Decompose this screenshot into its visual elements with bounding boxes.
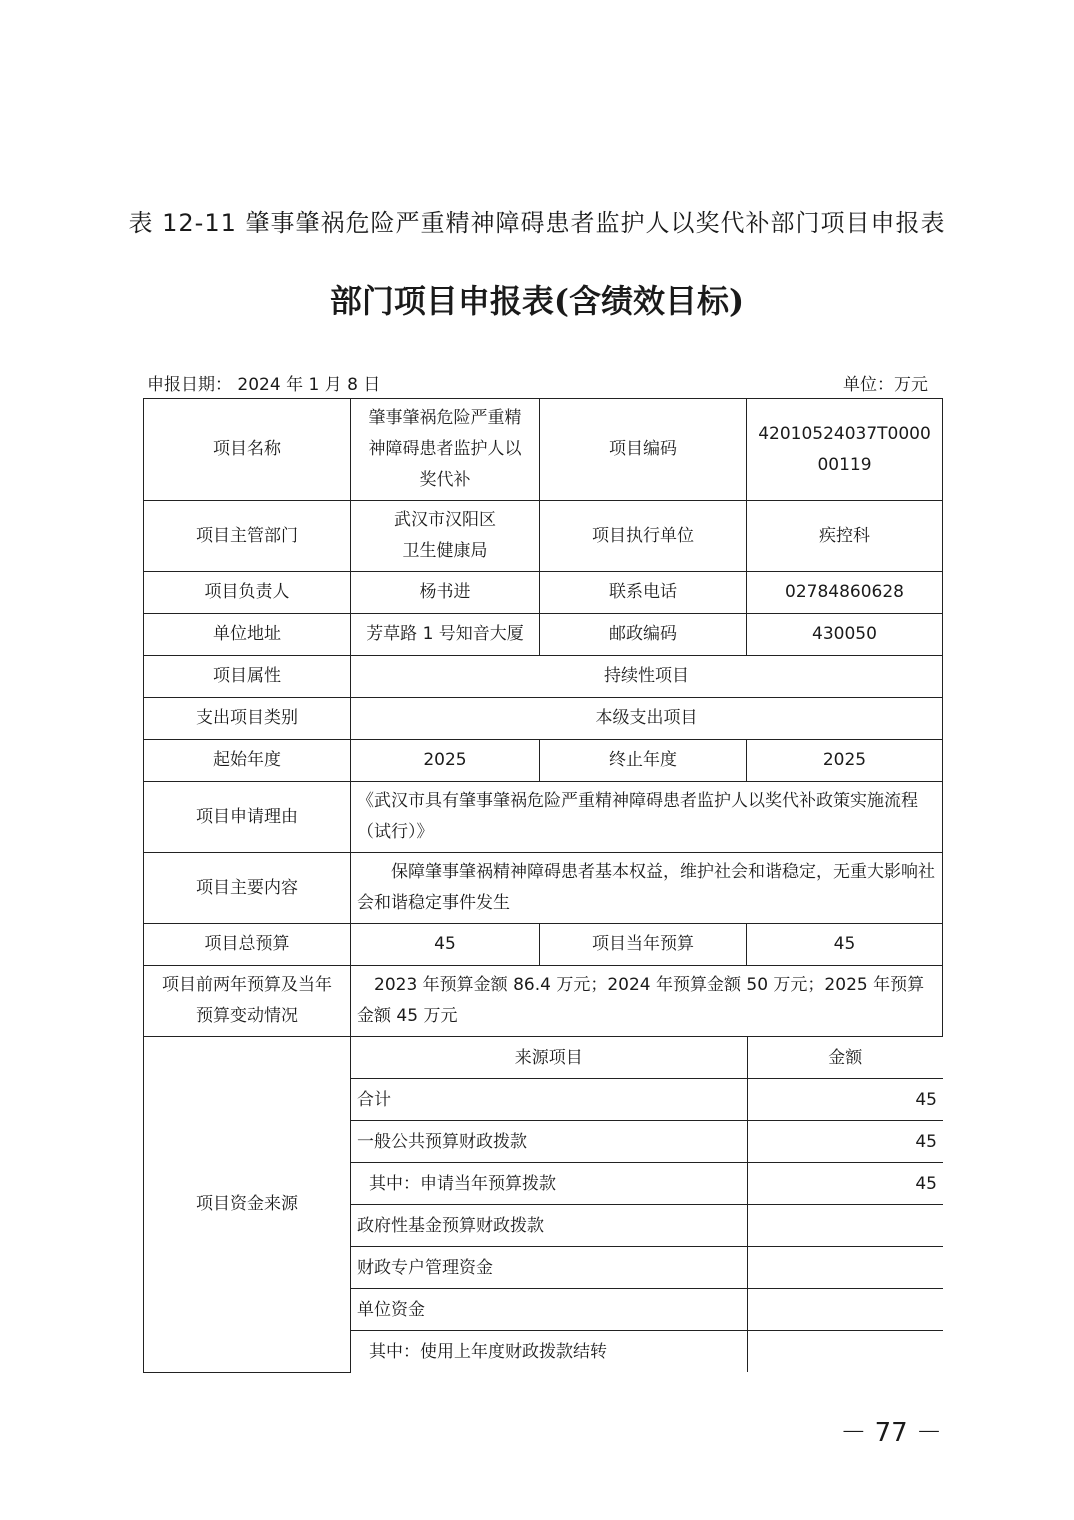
funding-amount <box>747 1247 943 1289</box>
funding-row-current <box>351 1163 943 1205</box>
page-number: － 77 － <box>840 1418 942 1448</box>
funding-label: 财政专户管理资金 <box>351 1247 747 1289</box>
label-history: 项目前两年预算及当年预算变动情况 <box>144 966 351 1037</box>
unit-label: 单位：万元 <box>843 375 928 395</box>
value-phone: 02784860628 <box>747 572 943 614</box>
label-phone: 联系电话 <box>540 572 747 614</box>
row-budget <box>144 924 943 966</box>
label-funding: 项目资金来源 <box>144 1037 351 1373</box>
header-source: 来源项目 <box>351 1037 747 1079</box>
table-caption: 表 12-11 肇事肇祸危险严重精神障碍患者监护人以奖代补部门项目申报表 <box>128 209 946 237</box>
label-project-name: 项目名称 <box>144 399 351 501</box>
label-start-year: 起始年度 <box>144 740 351 782</box>
value-address: 芳草路 1 号知音大厦 <box>351 614 540 656</box>
funding-label: 单位资金 <box>351 1289 747 1331</box>
funding-source-table <box>351 1037 943 1372</box>
value-history: 2023 年预算金额 86.4 万元；2024 年预算金额 50 万元；2025 年预算金额 45 万元 <box>351 966 943 1037</box>
row-attribute <box>144 656 943 698</box>
value-start-year: 2025 <box>351 740 540 782</box>
value-attribute: 持续性项目 <box>351 656 943 698</box>
funding-amount <box>747 1289 943 1331</box>
value-content: 保障肇事肇祸精神障碍患者基本权益，维护社会和谐稳定，无重大影响社会和谐稳定事件发生 <box>351 853 943 924</box>
funding-row-total <box>351 1079 943 1121</box>
funding-amount: 45 <box>747 1121 943 1163</box>
funding-row-gov-fund <box>351 1205 943 1247</box>
value-project-code: 42010524037T000000119 <box>747 399 943 501</box>
label-end-year: 终止年度 <box>540 740 747 782</box>
funding-amount <box>747 1205 943 1247</box>
value-project-name: 肇事肇祸危险严重精神障碍患者监护人以奖代补 <box>351 399 540 501</box>
funding-label: 其中：申请当年预算拨款 <box>351 1163 747 1205</box>
value-dept: 武汉市汉阳区卫生健康局 <box>351 501 540 572</box>
value-total-budget: 45 <box>351 924 540 966</box>
funding-amount <box>747 1331 943 1373</box>
row-address <box>144 614 943 656</box>
application-form-table <box>143 398 943 1373</box>
label-content: 项目主要内容 <box>144 853 351 924</box>
value-category: 本级支出项目 <box>351 698 943 740</box>
value-current-budget: 45 <box>747 924 943 966</box>
row-funding <box>144 1037 943 1373</box>
funding-row-general <box>351 1121 943 1163</box>
page-title: 部门项目申报表(含绩效目标) <box>329 282 745 320</box>
funding-amount: 45 <box>747 1079 943 1121</box>
funding-label: 政府性基金预算财政拨款 <box>351 1205 747 1247</box>
label-exec-unit: 项目执行单位 <box>540 501 747 572</box>
label-category: 支出项目类别 <box>144 698 351 740</box>
funding-header-row <box>351 1037 943 1079</box>
row-leader <box>144 572 943 614</box>
value-end-year: 2025 <box>747 740 943 782</box>
label-current-budget: 项目当年预算 <box>540 924 747 966</box>
row-reason <box>144 782 943 853</box>
label-total-budget: 项目总预算 <box>144 924 351 966</box>
label-attribute: 项目属性 <box>144 656 351 698</box>
row-category <box>144 698 943 740</box>
funding-label: 合计 <box>351 1079 747 1121</box>
label-postcode: 邮政编码 <box>540 614 747 656</box>
value-leader: 杨书进 <box>351 572 540 614</box>
funding-row-special <box>351 1247 943 1289</box>
funding-label: 其中：使用上年度财政拨款结转 <box>351 1331 747 1373</box>
label-dept: 项目主管部门 <box>144 501 351 572</box>
header-amount: 金额 <box>747 1037 943 1079</box>
value-exec-unit: 疾控科 <box>747 501 943 572</box>
label-address: 单位地址 <box>144 614 351 656</box>
funding-label: 一般公共预算财政拨款 <box>351 1121 747 1163</box>
funding-row-unit <box>351 1289 943 1331</box>
row-project-name <box>144 399 943 501</box>
report-date: 申报日期： 2024 年 1 月 8 日 <box>147 375 381 395</box>
row-years <box>144 740 943 782</box>
row-dept <box>144 501 943 572</box>
funding-amount: 45 <box>747 1163 943 1205</box>
label-leader: 项目负责人 <box>144 572 351 614</box>
funding-row-carryover <box>351 1331 943 1373</box>
row-history <box>144 966 943 1037</box>
value-reason: 《武汉市具有肇事肇祸危险严重精神障碍患者监护人以奖代补政策实施流程（试行）》 <box>351 782 943 853</box>
value-postcode: 430050 <box>747 614 943 656</box>
label-reason: 项目申请理由 <box>144 782 351 853</box>
row-content <box>144 853 943 924</box>
label-project-code: 项目编码 <box>540 399 747 501</box>
